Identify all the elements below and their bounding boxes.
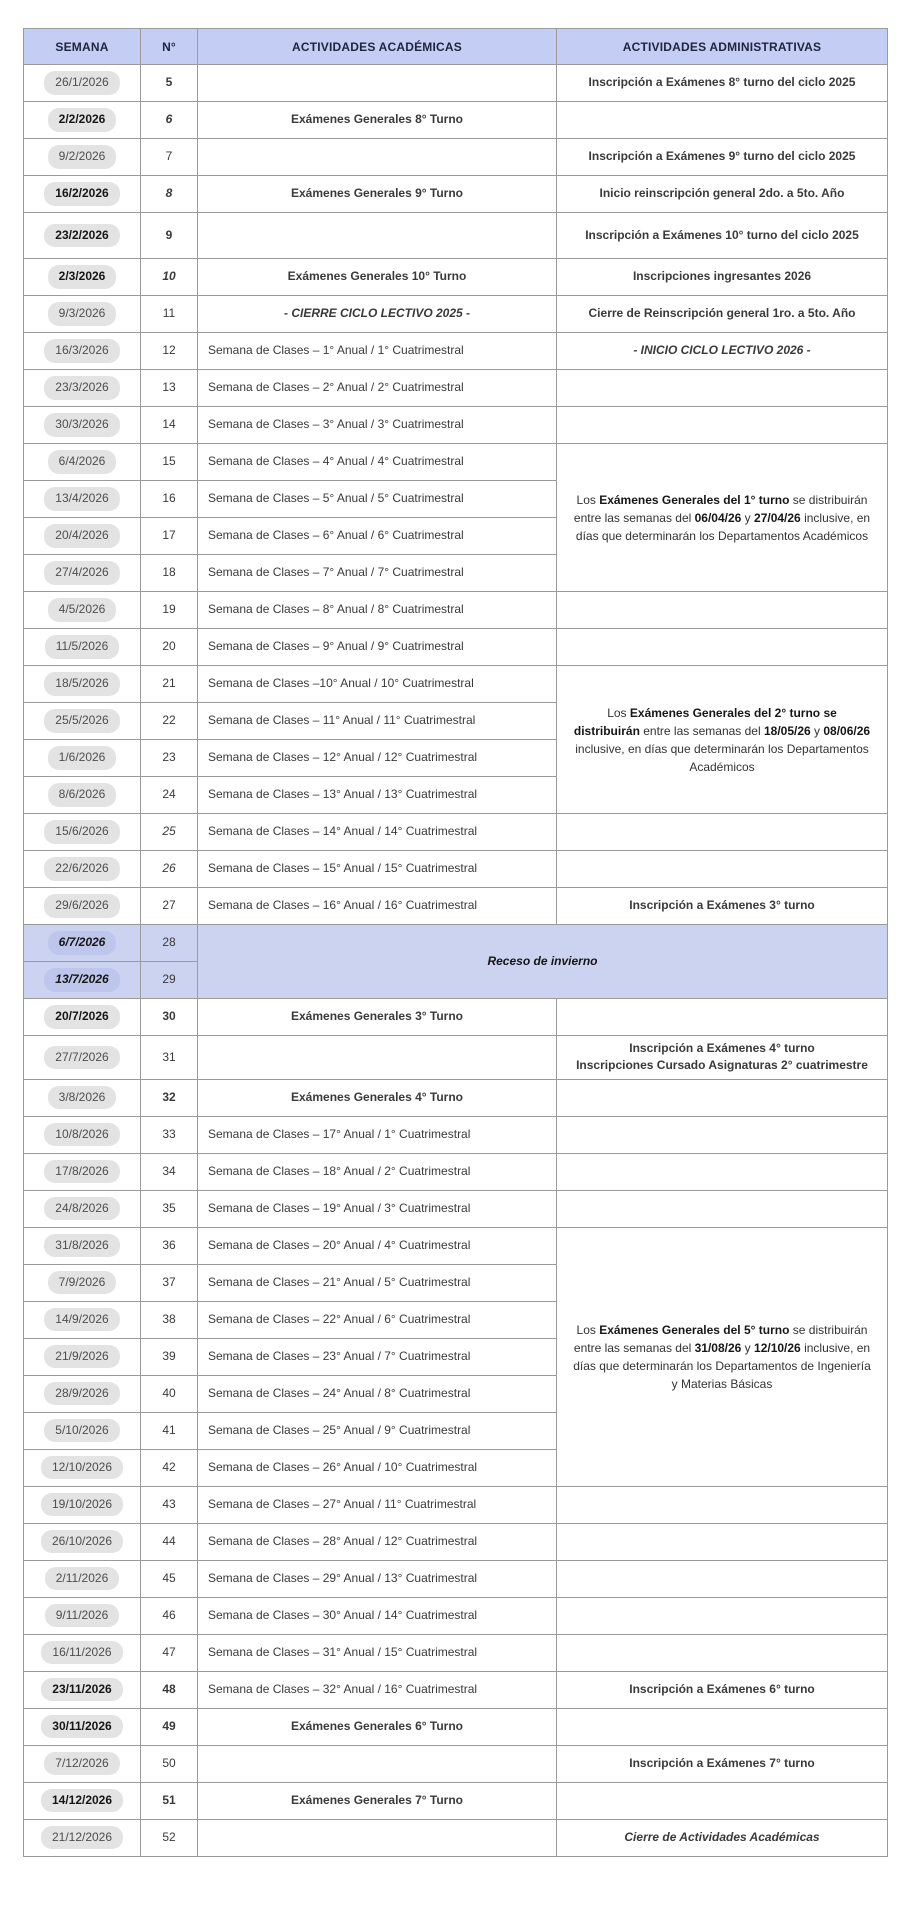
administrative-activity-cell: [557, 407, 888, 444]
week-date-pill: 2/11/2026: [45, 1567, 120, 1590]
week-number-cell: 49: [141, 1708, 198, 1745]
week-date-pill: 30/11/2026: [41, 1715, 122, 1738]
administrative-activity-cell: Cierre de Actividades Académicas: [557, 1819, 888, 1856]
week-date-pill: 16/2/2026: [44, 182, 119, 205]
academic-activity-cell: Semana de Clases – 15° Anual / 15° Cuatrimestral: [198, 851, 557, 888]
academic-activity-cell: Semana de Clases – 11° Anual / 11° Cuatrimestral: [198, 703, 557, 740]
academic-activity-cell: [198, 1745, 557, 1782]
week-cell: [24, 1190, 141, 1227]
academic-activity-cell: Semana de Clases – 25° Anual / 9° Cuatrimestral: [198, 1412, 557, 1449]
academic-activity-cell: [198, 1036, 557, 1080]
week-cell: [24, 213, 141, 259]
week-cell: [24, 139, 141, 176]
week-number-cell: 8: [141, 176, 198, 213]
academic-activity-cell: Semana de Clases – 16° Anual / 16° Cuatrimestral: [198, 888, 557, 925]
week-cell: [24, 1523, 141, 1560]
week-number-cell: 16: [141, 481, 198, 518]
academic-activity-cell: Semana de Clases – 14° Anual / 14° Cuatrimestral: [198, 814, 557, 851]
administrative-activity-cell: Inscripción a Exámenes 8° turno del ciclo 2025: [557, 65, 888, 102]
administrative-activity-cell: [557, 1708, 888, 1745]
week-number-cell: 27: [141, 888, 198, 925]
week-number-cell: 48: [141, 1671, 198, 1708]
week-date-pill: 20/7/2026: [44, 1005, 119, 1028]
academic-activity-cell: Exámenes Generales 8° Turno: [198, 102, 557, 139]
week-date-pill: 4/5/2026: [48, 598, 117, 621]
week-cell: [24, 1153, 141, 1190]
academic-activity-cell: Semana de Clases – 29° Anual / 13° Cuatrimestral: [198, 1560, 557, 1597]
week-number-cell: 19: [141, 592, 198, 629]
week-cell: [24, 296, 141, 333]
administrative-activity-cell: [557, 1153, 888, 1190]
administrative-activity-cell: [557, 1597, 888, 1634]
academic-activity-cell: Semana de Clases – 21° Anual / 5° Cuatrimestral: [198, 1264, 557, 1301]
week-date-pill: 17/8/2026: [44, 1160, 119, 1183]
academic-activity-cell: Semana de Clases – 13° Anual / 13° Cuatrimestral: [198, 777, 557, 814]
week-number-cell: 10: [141, 259, 198, 296]
week-cell: [24, 1782, 141, 1819]
academic-activity-cell: Semana de Clases – 30° Anual / 14° Cuatrimestral: [198, 1597, 557, 1634]
administrative-activity-cell: Inscripción a Exámenes 4° turno Inscripciones Cursado Asignaturas 2° cuatrimestre: [557, 1036, 888, 1080]
week-cell: [24, 1264, 141, 1301]
academic-activity-cell: [198, 65, 557, 102]
academic-activity-cell: Semana de Clases – 3° Anual / 3° Cuatrimestral: [198, 407, 557, 444]
academic-activity-cell: Semana de Clases – 20° Anual / 4° Cuatrimestral: [198, 1227, 557, 1264]
week-number-cell: 24: [141, 777, 198, 814]
week-date-pill: 24/8/2026: [44, 1197, 119, 1220]
week-number-cell: 32: [141, 1079, 198, 1116]
administrative-activity-cell: [557, 1560, 888, 1597]
week-date-pill: 16/11/2026: [41, 1641, 122, 1664]
academic-activity-cell: Semana de Clases – 19° Anual / 3° Cuatrimestral: [198, 1190, 557, 1227]
week-number-cell: 30: [141, 999, 198, 1036]
administrative-activity-cell: [557, 592, 888, 629]
week-cell: [24, 1560, 141, 1597]
week-date-pill: 19/10/2026: [41, 1493, 123, 1516]
academic-activity-cell: [198, 1819, 557, 1856]
academic-activity-cell: Exámenes Generales 7° Turno: [198, 1782, 557, 1819]
week-number-cell: 6: [141, 102, 198, 139]
week-number-cell: 14: [141, 407, 198, 444]
week-date-pill: 2/2/2026: [48, 108, 117, 131]
week-cell: [24, 1079, 141, 1116]
week-date-pill: 21/9/2026: [44, 1345, 119, 1368]
week-number-cell: 7: [141, 139, 198, 176]
column-header-actividades-administrativas: ACTIVIDADES ADMINISTRATIVAS: [557, 29, 888, 65]
week-number-cell: 28: [141, 925, 198, 962]
academic-activity-cell: Semana de Clases – 12° Anual / 12° Cuatrimestral: [198, 740, 557, 777]
week-cell: [24, 1227, 141, 1264]
academic-activity-cell: Semana de Clases – 5° Anual / 5° Cuatrimestral: [198, 481, 557, 518]
week-number-cell: 37: [141, 1264, 198, 1301]
week-number-cell: 17: [141, 518, 198, 555]
academic-activity-cell: Semana de Clases – 8° Anual / 8° Cuatrimestral: [198, 592, 557, 629]
week-number-cell: 5: [141, 65, 198, 102]
week-date-pill: 28/9/2026: [44, 1382, 119, 1405]
academic-activity-cell: Semana de Clases – 32° Anual / 16° Cuatrimestral: [198, 1671, 557, 1708]
academic-activity-cell: - CIERRE CICLO LECTIVO 2025 -: [198, 296, 557, 333]
week-cell: [24, 370, 141, 407]
academic-activity-cell: Semana de Clases – 1° Anual / 1° Cuatrimestral: [198, 333, 557, 370]
week-date-pill: 8/6/2026: [48, 783, 117, 806]
week-number-cell: 11: [141, 296, 198, 333]
week-date-pill: 20/4/2026: [44, 524, 119, 547]
week-date-pill: 7/12/2026: [44, 1752, 119, 1775]
week-date-pill: 3/8/2026: [48, 1086, 117, 1109]
academic-activity-cell: Semana de Clases –10° Anual / 10° Cuatrimestral: [198, 666, 557, 703]
week-cell: [24, 1671, 141, 1708]
week-date-pill: 14/12/2026: [41, 1789, 123, 1812]
week-date-pill: 6/7/2026: [48, 931, 117, 954]
academic-activity-cell: Semana de Clases – 17° Anual / 1° Cuatrimestral: [198, 1116, 557, 1153]
week-cell: [24, 740, 141, 777]
academic-activity-cell: Exámenes Generales 6° Turno: [198, 1708, 557, 1745]
week-number-cell: 39: [141, 1338, 198, 1375]
administrative-activity-cell: [557, 851, 888, 888]
week-cell: [24, 851, 141, 888]
week-number-cell: 25: [141, 814, 198, 851]
week-number-cell: 42: [141, 1449, 198, 1486]
week-cell: [24, 1412, 141, 1449]
week-cell: [24, 555, 141, 592]
week-number-cell: 43: [141, 1486, 198, 1523]
administrative-activity-cell: [557, 1523, 888, 1560]
week-cell: [24, 102, 141, 139]
week-date-pill: 5/10/2026: [44, 1419, 119, 1442]
academic-activity-cell: Semana de Clases – 24° Anual / 8° Cuatrimestral: [198, 1375, 557, 1412]
administrative-activity-cell: [557, 1634, 888, 1671]
academic-activity-cell: Semana de Clases – 22° Anual / 6° Cuatrimestral: [198, 1301, 557, 1338]
week-number-cell: 51: [141, 1782, 198, 1819]
academic-calendar-table: [23, 28, 888, 1857]
academic-activity-cell: Semana de Clases – 6° Anual / 6° Cuatrimestral: [198, 518, 557, 555]
academic-activity-cell: Semana de Clases – 27° Anual / 11° Cuatrimestral: [198, 1486, 557, 1523]
administrative-activity-cell: [557, 999, 888, 1036]
week-number-cell: 12: [141, 333, 198, 370]
week-date-pill: 23/11/2026: [41, 1678, 122, 1701]
administrative-activity-cell: [557, 370, 888, 407]
week-cell: [24, 1301, 141, 1338]
administrative-activity-cell: Inscripción a Exámenes 6° turno: [557, 1671, 888, 1708]
week-number-cell: 44: [141, 1523, 198, 1560]
week-cell: [24, 888, 141, 925]
week-number-cell: 52: [141, 1819, 198, 1856]
week-date-pill: 7/9/2026: [48, 1271, 117, 1294]
week-number-cell: 18: [141, 555, 198, 592]
week-cell: [24, 814, 141, 851]
administrative-activity-cell: Inscripciones ingresantes 2026: [557, 259, 888, 296]
week-cell: [24, 999, 141, 1036]
week-cell: [24, 1819, 141, 1856]
week-date-pill: 13/7/2026: [44, 968, 119, 991]
week-date-pill: 9/3/2026: [48, 302, 117, 325]
week-cell: [24, 1597, 141, 1634]
academic-activity-cell: [198, 213, 557, 259]
week-date-pill: 29/6/2026: [44, 894, 119, 917]
administrative-activity-cell: [557, 1190, 888, 1227]
week-cell: [24, 333, 141, 370]
week-date-pill: 23/3/2026: [44, 376, 119, 399]
week-cell: [24, 444, 141, 481]
week-cell: [24, 65, 141, 102]
academic-activity-cell: Semana de Clases – 23° Anual / 7° Cuatrimestral: [198, 1338, 557, 1375]
week-number-cell: 40: [141, 1375, 198, 1412]
week-date-pill: 27/7/2026: [44, 1046, 119, 1069]
column-header-actividades-academicas: ACTIVIDADES ACADÉMICAS: [198, 29, 557, 65]
week-cell: [24, 259, 141, 296]
week-cell: [24, 777, 141, 814]
administrative-activity-cell: [557, 814, 888, 851]
calendar-body: [24, 65, 888, 1857]
academic-activity-cell: Semana de Clases – 28° Anual / 12° Cuatrimestral: [198, 1523, 557, 1560]
administrative-activity-cell: Inicio reinscripción general 2do. a 5to. Año: [557, 176, 888, 213]
week-number-cell: 36: [141, 1227, 198, 1264]
week-cell: [24, 481, 141, 518]
academic-activity-cell: Exámenes Generales 3° Turno: [198, 999, 557, 1036]
administrative-activity-cell: Inscripción a Exámenes 3° turno: [557, 888, 888, 925]
exam-distribution-note-cell: Los Exámenes Generales del 1° turno se distribuirán entre las semanas del 06/04/26 y 27/04/26 inclusive, en días que determinarán los Departamentos Académicos: [557, 444, 888, 592]
academic-activity-cell: Semana de Clases – 26° Anual / 10° Cuatrimestral: [198, 1449, 557, 1486]
week-cell: [24, 1449, 141, 1486]
administrative-activity-cell: [557, 1486, 888, 1523]
academic-activity-cell: Exámenes Generales 9° Turno: [198, 176, 557, 213]
academic-activity-cell: Exámenes Generales 4° Turno: [198, 1079, 557, 1116]
week-number-cell: 13: [141, 370, 198, 407]
week-date-pill: 23/2/2026: [44, 224, 119, 247]
calendar-page: [0, 28, 900, 1931]
academic-activity-cell: Semana de Clases – 2° Anual / 2° Cuatrimestral: [198, 370, 557, 407]
week-number-cell: 31: [141, 1036, 198, 1080]
week-cell: [24, 176, 141, 213]
week-date-pill: 11/5/2026: [45, 635, 120, 658]
week-number-cell: 50: [141, 1745, 198, 1782]
week-date-pill: 2/3/2026: [48, 265, 117, 288]
week-cell: [24, 592, 141, 629]
week-date-pill: 1/6/2026: [48, 746, 117, 769]
week-cell: [24, 1486, 141, 1523]
week-date-pill: 26/1/2026: [44, 71, 119, 94]
week-cell: [24, 629, 141, 666]
week-date-pill: 9/2/2026: [48, 145, 117, 168]
calendar-header-row: [24, 29, 888, 65]
week-date-pill: 6/4/2026: [48, 450, 117, 473]
week-date-pill: 21/12/2026: [41, 1826, 123, 1849]
administrative-activity-cell: [557, 1782, 888, 1819]
week-cell: [24, 1036, 141, 1080]
week-date-pill: 12/10/2026: [41, 1456, 123, 1479]
week-date-pill: 30/3/2026: [44, 413, 119, 436]
week-date-pill: 16/3/2026: [44, 339, 119, 362]
week-cell: [24, 925, 141, 962]
week-number-cell: 20: [141, 629, 198, 666]
week-date-pill: 14/9/2026: [44, 1308, 119, 1331]
week-cell: [24, 407, 141, 444]
administrative-activity-cell: [557, 629, 888, 666]
academic-activity-cell: [198, 139, 557, 176]
academic-activity-cell: Semana de Clases – 4° Anual / 4° Cuatrimestral: [198, 444, 557, 481]
academic-activity-cell: Semana de Clases – 18° Anual / 2° Cuatrimestral: [198, 1153, 557, 1190]
administrative-activity-cell: [557, 102, 888, 139]
week-number-cell: 33: [141, 1116, 198, 1153]
week-number-cell: 29: [141, 962, 198, 999]
administrative-activity-cell: Inscripción a Exámenes 7° turno: [557, 1745, 888, 1782]
week-number-cell: 34: [141, 1153, 198, 1190]
week-cell: [24, 962, 141, 999]
week-cell: [24, 1708, 141, 1745]
exam-distribution-note-cell: Los Exámenes Generales del 2° turno se distribuirán entre las semanas del 18/05/26 y 08/06/26 inclusive, en días que determinarán los Departamentos Académicos: [557, 666, 888, 814]
week-cell: [24, 703, 141, 740]
academic-activity-cell: Exámenes Generales 10° Turno: [198, 259, 557, 296]
week-number-cell: 38: [141, 1301, 198, 1338]
week-date-pill: 25/5/2026: [44, 709, 119, 732]
administrative-activity-cell: Inscripción a Exámenes 10° turno del ciclo 2025: [557, 213, 888, 259]
week-date-pill: 26/10/2026: [41, 1530, 123, 1553]
week-date-pill: 13/4/2026: [44, 487, 119, 510]
column-header-semana: SEMANA: [24, 29, 141, 65]
week-number-cell: 23: [141, 740, 198, 777]
week-cell: [24, 1375, 141, 1412]
academic-activity-cell: Semana de Clases – 31° Anual / 15° Cuatrimestral: [198, 1634, 557, 1671]
week-date-pill: 31/8/2026: [44, 1234, 119, 1257]
week-number-cell: 22: [141, 703, 198, 740]
week-date-pill: 10/8/2026: [44, 1123, 119, 1146]
week-date-pill: 22/6/2026: [44, 857, 119, 880]
week-date-pill: 15/6/2026: [44, 820, 119, 843]
week-date-pill: 18/5/2026: [44, 672, 119, 695]
week-number-cell: 26: [141, 851, 198, 888]
winter-recess-cell: Receso de invierno: [198, 925, 888, 999]
academic-activity-cell: Semana de Clases – 9° Anual / 9° Cuatrimestral: [198, 629, 557, 666]
administrative-activity-cell: Inscripción a Exámenes 9° turno del ciclo 2025: [557, 139, 888, 176]
week-cell: [24, 1338, 141, 1375]
week-cell: [24, 1745, 141, 1782]
week-number-cell: 21: [141, 666, 198, 703]
week-number-cell: 41: [141, 1412, 198, 1449]
week-cell: [24, 518, 141, 555]
administrative-activity-cell: - INICIO CICLO LECTIVO 2026 -: [557, 333, 888, 370]
week-number-cell: 35: [141, 1190, 198, 1227]
week-cell: [24, 1116, 141, 1153]
week-cell: [24, 1634, 141, 1671]
week-number-cell: 47: [141, 1634, 198, 1671]
week-number-cell: 9: [141, 213, 198, 259]
administrative-activity-cell: [557, 1079, 888, 1116]
column-header-numero: N°: [141, 29, 198, 65]
week-number-cell: 15: [141, 444, 198, 481]
administrative-activity-cell: Cierre de Reinscripción general 1ro. a 5to. Año: [557, 296, 888, 333]
week-number-cell: 46: [141, 1597, 198, 1634]
week-date-pill: 9/11/2026: [45, 1604, 120, 1627]
administrative-activity-cell: [557, 1116, 888, 1153]
week-date-pill: 27/4/2026: [44, 561, 119, 584]
week-number-cell: 45: [141, 1560, 198, 1597]
academic-activity-cell: Semana de Clases – 7° Anual / 7° Cuatrimestral: [198, 555, 557, 592]
week-cell: [24, 666, 141, 703]
exam-distribution-note-cell: Los Exámenes Generales del 5° turno se distribuirán entre las semanas del 31/08/26 y 12/10/26 inclusive, en días que determinarán los Departamentos de Ingeniería y Materias Básicas: [557, 1227, 888, 1486]
